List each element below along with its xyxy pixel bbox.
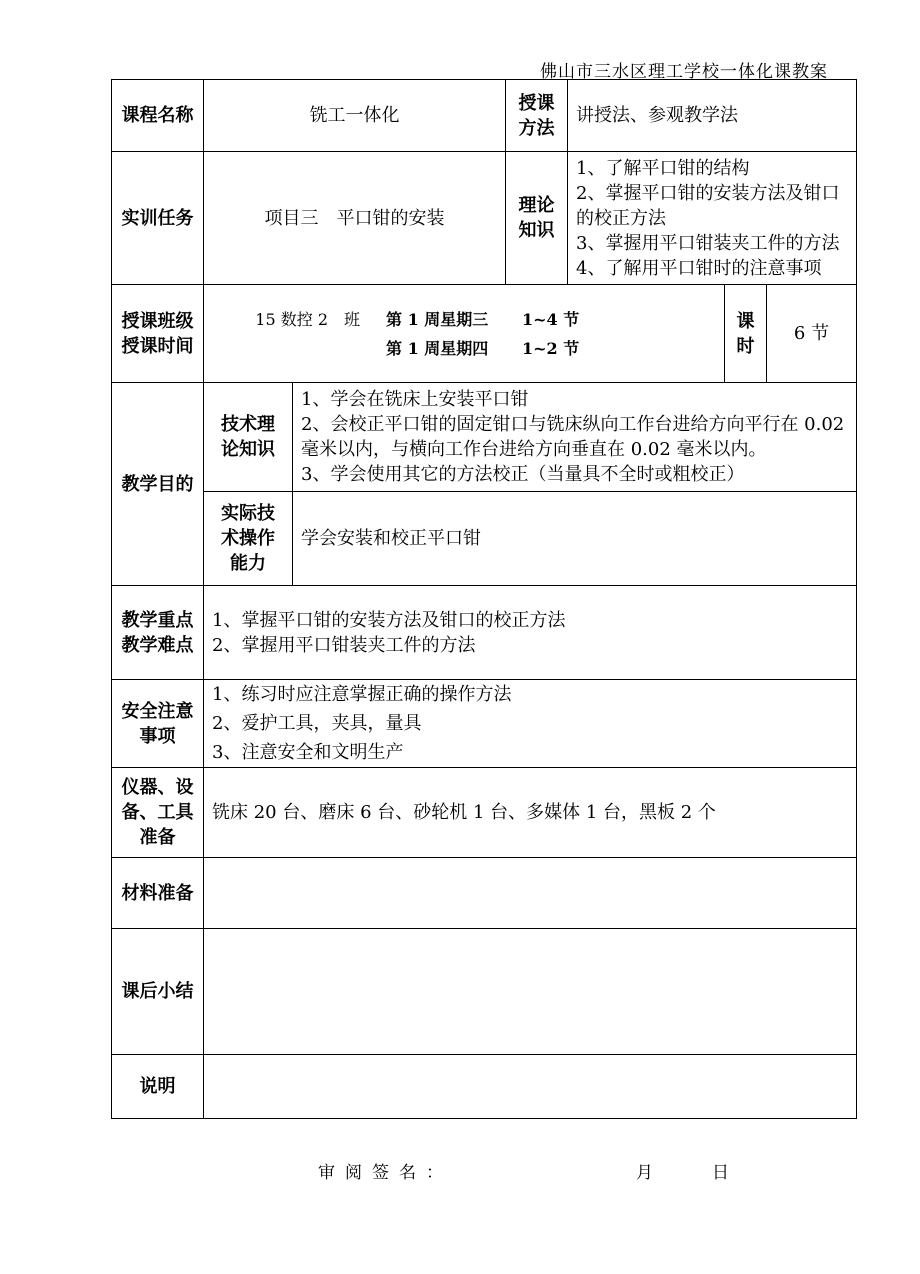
schedule-cell bbox=[204, 285, 725, 383]
skill-label: 实际技术操作能力 bbox=[204, 492, 293, 586]
materials-row bbox=[112, 858, 857, 929]
method-label: 授课方法 bbox=[506, 80, 568, 152]
task-value: 项目三 平口钳的安装 bbox=[204, 152, 506, 285]
theory-item: 2、掌握平口钳的安装方法及钳口的校正方法 bbox=[576, 182, 840, 229]
course-name-value: 铣工一体化 bbox=[204, 80, 506, 152]
schedule-labels bbox=[112, 285, 204, 383]
key-point-item: 1、掌握平口钳的安装方法及钳口的校正方法 bbox=[212, 609, 566, 631]
safety-list bbox=[204, 680, 857, 768]
key-point-item: 2、掌握用平口钳装夹工件的方法 bbox=[212, 634, 476, 656]
theory-list bbox=[568, 152, 857, 285]
method-value: 讲授法、参观教学法 bbox=[568, 80, 857, 152]
tech-label: 技术理论知识 bbox=[204, 383, 293, 492]
equipment-label: 仪器、设备、工具准备 bbox=[112, 768, 204, 858]
course-name-label: 课程名称 bbox=[112, 80, 204, 152]
course-row bbox=[112, 80, 857, 152]
summary-row bbox=[112, 929, 857, 1055]
schedule-periods: 1~2 节 bbox=[522, 338, 580, 358]
objectives-label: 教学目的 bbox=[112, 383, 204, 586]
review-signature-label: 审阅签名： bbox=[318, 1163, 453, 1183]
tech-item: 3、学会使用其它的方法校正（当量具不全时或粗校正） bbox=[301, 464, 745, 485]
task-row bbox=[112, 152, 857, 285]
safety-item: 1、练习时应注意掌握正确的操作方法 bbox=[212, 684, 512, 705]
safety-row bbox=[112, 680, 857, 768]
safety-item: 3、注意安全和文明生产 bbox=[212, 742, 404, 763]
task-label: 实训任务 bbox=[112, 152, 204, 285]
objectives-row-tech bbox=[112, 383, 857, 492]
key-points-row bbox=[112, 586, 857, 680]
schedule-week: 第 1 周星期三 bbox=[386, 309, 489, 329]
materials-value bbox=[204, 858, 857, 929]
theory-item: 1、了解平口钳的结构 bbox=[576, 157, 750, 179]
theory-label: 理论知识 bbox=[506, 152, 568, 285]
tech-item: 1、学会在铣床上安装平口钳 bbox=[301, 389, 529, 410]
skill-value: 学会安装和校正平口钳 bbox=[293, 492, 857, 586]
schedule-week: 第 1 周星期四 bbox=[386, 338, 489, 358]
safety-label: 安全注意事项 bbox=[112, 680, 204, 768]
equipment-row bbox=[112, 768, 857, 858]
school-header: 佛山市三水区理工学校一体化课教案 bbox=[540, 62, 828, 82]
objectives-row-skill bbox=[112, 492, 857, 586]
schedule-row bbox=[112, 285, 857, 383]
notes-label: 说明 bbox=[112, 1055, 204, 1119]
summary-value bbox=[204, 929, 857, 1055]
tech-item: 2、会校正平口钳的固定钳口与铣床纵向工作台进给方向平行在 0.02 毫米以内，与横向工作台进给方向垂直在 0.02 毫米以内。 bbox=[301, 414, 845, 460]
notes-row bbox=[112, 1055, 857, 1119]
time-label: 授课时间 bbox=[121, 335, 194, 357]
key-points-labels: 教学重点 教学难点 bbox=[112, 586, 204, 680]
theory-item: 4、了解用平口钳时的注意事项 bbox=[576, 257, 822, 279]
class-name: 15 数控 2 班 bbox=[255, 309, 360, 329]
hours-value: 6 节 bbox=[767, 285, 857, 383]
summary-label: 课后小结 bbox=[112, 929, 204, 1055]
hours-label: 课 时 bbox=[725, 285, 767, 383]
theory-item: 3、掌握用平口钳装夹工件的方法 bbox=[576, 232, 840, 254]
review-footer bbox=[318, 1158, 729, 1183]
schedule-periods: 1~4 节 bbox=[522, 309, 580, 329]
key-points-list bbox=[204, 586, 857, 680]
notes-value bbox=[204, 1055, 857, 1119]
safety-item: 2、爱护工具，夹具，量具 bbox=[212, 713, 422, 734]
equipment-value: 铣床 20 台、磨床 6 台、砂轮机 1 台、多媒体 1 台，黑板 2 个 bbox=[204, 768, 857, 858]
day-label: 日 bbox=[712, 1163, 729, 1183]
materials-label: 材料准备 bbox=[112, 858, 204, 929]
class-label: 授课班级 bbox=[121, 310, 194, 332]
lesson-plan-table bbox=[111, 79, 857, 1119]
month-label: 月 bbox=[636, 1163, 653, 1183]
tech-list bbox=[293, 383, 857, 492]
